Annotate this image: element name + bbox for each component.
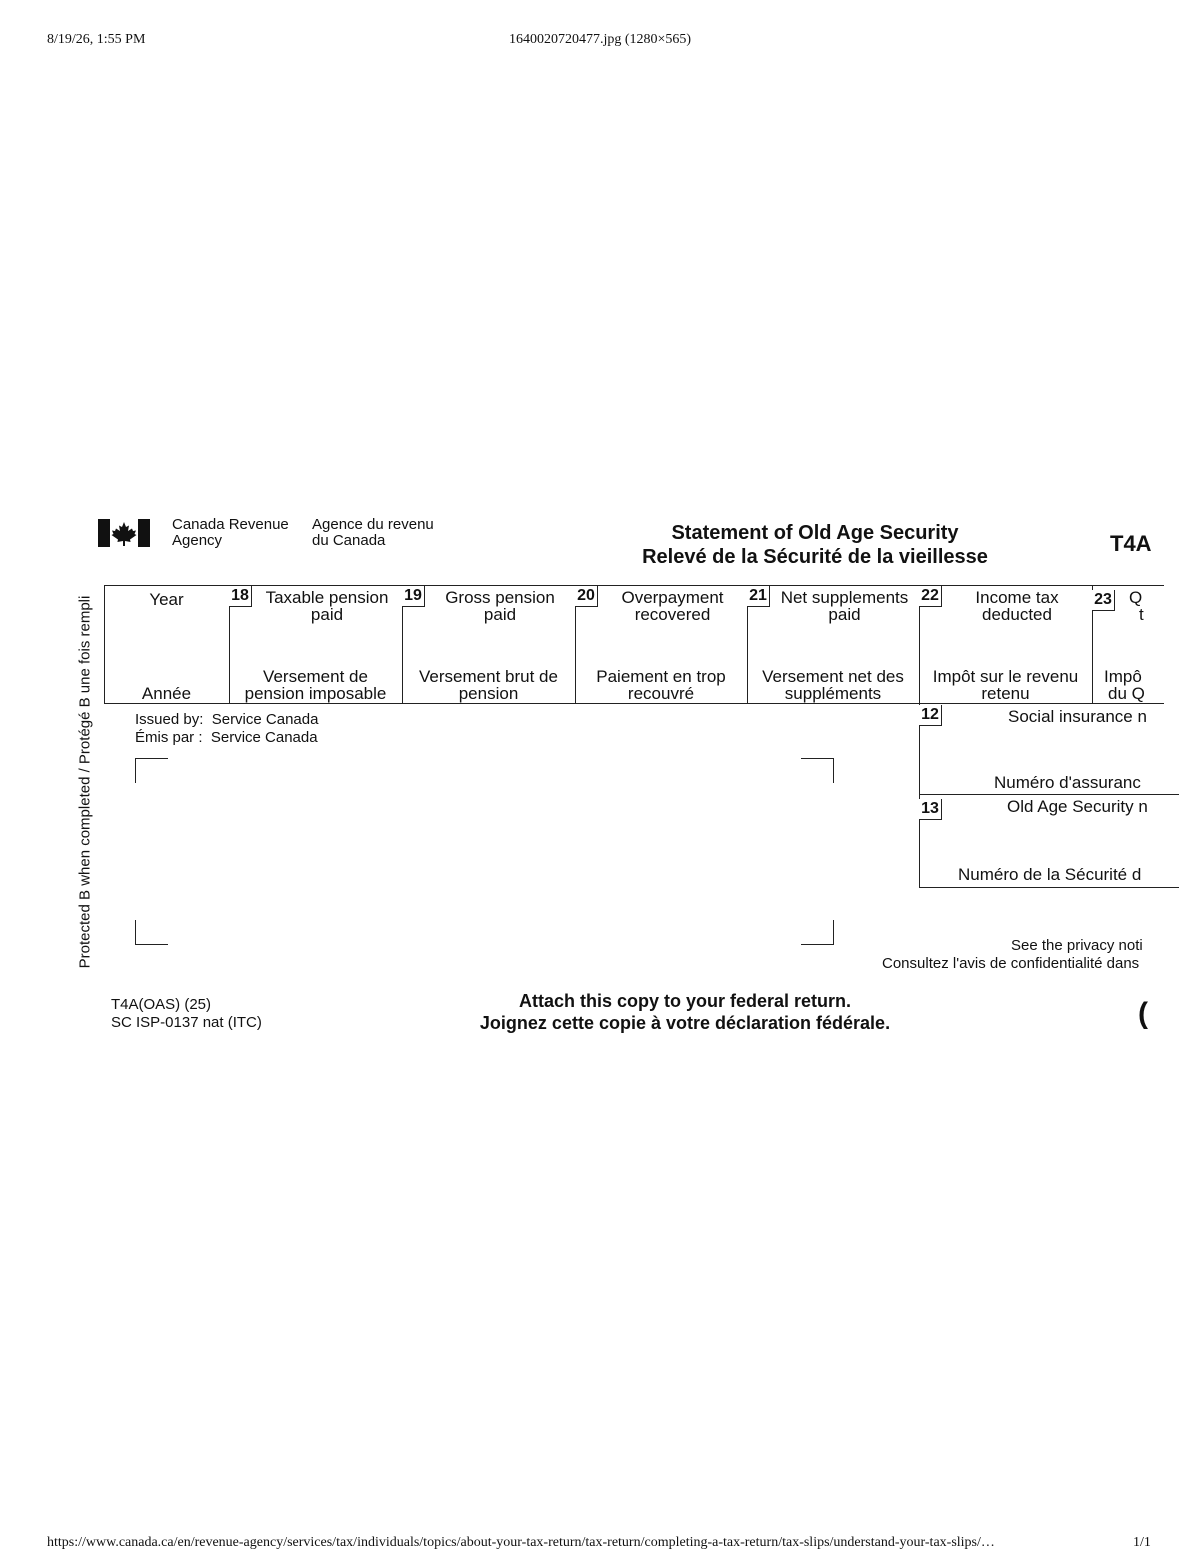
box-21-en-line1: Net supplements — [780, 588, 909, 607]
box-21-en-line2: paid — [828, 605, 861, 624]
box-12-label-en: Social insurance n — [1008, 707, 1147, 726]
box-23-number: 23 — [1092, 590, 1115, 611]
attach-instruction-en: Attach this copy to your federal return. — [518, 991, 852, 1011]
box-21-label-fr — [747, 668, 919, 702]
edge-mark: ( — [1138, 997, 1148, 1030]
box-18-number: 18 — [229, 586, 252, 607]
box-22-label-en — [942, 589, 1092, 623]
box-19-en-line1: Gross pension — [445, 588, 555, 607]
box-13-label-fr: Numéro de la Sécurité d — [958, 865, 1142, 884]
print-datetime: 8/19/26, 1:55 PM — [47, 32, 146, 47]
form-id-line2: SC ISP-0137 nat (ITC) — [111, 1014, 262, 1031]
box-22-label-fr — [919, 668, 1092, 702]
agency-name-fr — [312, 517, 434, 549]
agency-fr-line1: Agence du revenu — [312, 516, 434, 533]
address-corner-top-right — [801, 758, 834, 783]
privacy-notice-en: See the privacy noti — [1011, 937, 1143, 954]
box-20-fr-line1: Paiement en trop — [596, 667, 726, 686]
box-19-label-en — [425, 589, 575, 623]
box-23-label-en — [1129, 589, 1159, 623]
agency-fr-line2: du Canada — [312, 532, 386, 549]
box-13-bottom-line — [919, 887, 1179, 888]
box-21-fr-line2: suppléments — [784, 684, 882, 703]
emis-par-value: Service Canada — [210, 729, 318, 746]
box-19-fr-line2: pension — [458, 684, 519, 703]
protected-b-notice: Protected B when completed / Protégé B une fois rempli — [76, 595, 94, 969]
box-23-fr-line1: Impô — [1104, 667, 1142, 686]
box-22-en-line2: deducted — [982, 605, 1052, 624]
attach-instruction-fr: Joignez cette copie à votre déclaration fédérale. — [479, 1013, 891, 1033]
box-23-label-fr — [1104, 668, 1164, 702]
box-22-number: 22 — [919, 586, 942, 607]
issued-by-fr — [135, 729, 318, 747]
print-url: https://www.canada.ca/en/revenue-agency/services/tax/individuals/topics/about-your-tax-return/tax-return/completing-a-tax-return/tax-slips/understand-your-tax-slips/… — [47, 1535, 995, 1550]
box-19-label-fr — [402, 668, 575, 702]
box-12-bottom-line — [919, 794, 1179, 795]
box-20-en-line1: Overpayment — [621, 588, 724, 607]
emis-par-label: Émis par : — [135, 729, 203, 746]
box-19-number: 19 — [402, 586, 425, 607]
box-18-label-en — [252, 589, 402, 623]
t4a-oas-slip — [0, 500, 1152, 1060]
issued-by-en — [135, 711, 318, 729]
agency-en-line2: Agency — [172, 532, 223, 549]
box-20-number: 20 — [575, 586, 598, 607]
title-fr: Relevé de la Sécurité de la vieillesse — [642, 546, 988, 568]
grid-line — [919, 585, 920, 888]
box-18-en-line1: Taxable pension — [265, 588, 389, 607]
grid-top-line — [104, 585, 1164, 586]
agency-en-line1: Canada Revenue — [172, 516, 289, 533]
form-code: T4A — [1110, 531, 1152, 556]
title-en: Statement of Old Age Security — [671, 522, 959, 544]
box-13-label-en: Old Age Security n — [1007, 797, 1148, 816]
box-23-en-line2: t — [1139, 605, 1144, 624]
issued-by-value: Service Canada — [211, 711, 319, 728]
box-21-fr-line1: Versement net des — [762, 667, 904, 686]
attach-instruction — [430, 990, 940, 1034]
box-23-en-line1: Q — [1129, 588, 1143, 607]
box-23-fr-line2: du Q — [1108, 684, 1145, 703]
box-13-number: 13 — [919, 799, 942, 820]
box-20-en-line2: recovered — [634, 605, 711, 624]
box-22-en-line1: Income tax — [975, 588, 1059, 607]
box-21-label-en — [770, 589, 919, 623]
address-corner-bottom-left — [135, 920, 168, 945]
address-corner-top-left — [135, 758, 168, 783]
box-22-fr-line2: retenu — [981, 684, 1030, 703]
box-21-number: 21 — [747, 586, 770, 607]
privacy-notice-fr: Consultez l'avis de confidentialité dans — [882, 955, 1140, 972]
box-20-label-en — [598, 589, 747, 623]
box-18-label-fr — [229, 668, 402, 702]
address-corner-bottom-right — [801, 920, 834, 945]
box-12-label-fr: Numéro d'assuranc — [994, 773, 1141, 792]
form-id-line1: T4A(OAS) (25) — [111, 996, 212, 1013]
agency-name-en — [172, 517, 289, 549]
print-file-title: 1640020720477.jpg (1280×565) — [508, 32, 692, 47]
box-20-label-fr — [575, 668, 747, 702]
box-22-fr-line1: Impôt sur le revenu — [932, 667, 1079, 686]
canada-flag-icon — [98, 519, 150, 547]
box-18-en-line2: paid — [310, 605, 344, 624]
box-12-number: 12 — [919, 705, 942, 726]
box-19-en-line2: paid — [483, 605, 517, 624]
print-page-number: 1/1 — [1133, 1535, 1151, 1550]
box-year-label-en: Year — [149, 590, 184, 609]
box-19-fr-line1: Versement brut de — [419, 667, 558, 686]
form-id — [111, 996, 262, 1032]
box-18-fr-line1: Versement de — [263, 667, 368, 686]
box-year-label-fr: Année — [141, 684, 192, 703]
issued-by-label: Issued by: — [135, 711, 204, 728]
slip-title — [560, 521, 1070, 569]
box-20-fr-line2: recouvré — [627, 684, 695, 703]
box-18-fr-line2: pension imposable — [244, 684, 387, 703]
grid-bottom-line — [104, 703, 1164, 704]
